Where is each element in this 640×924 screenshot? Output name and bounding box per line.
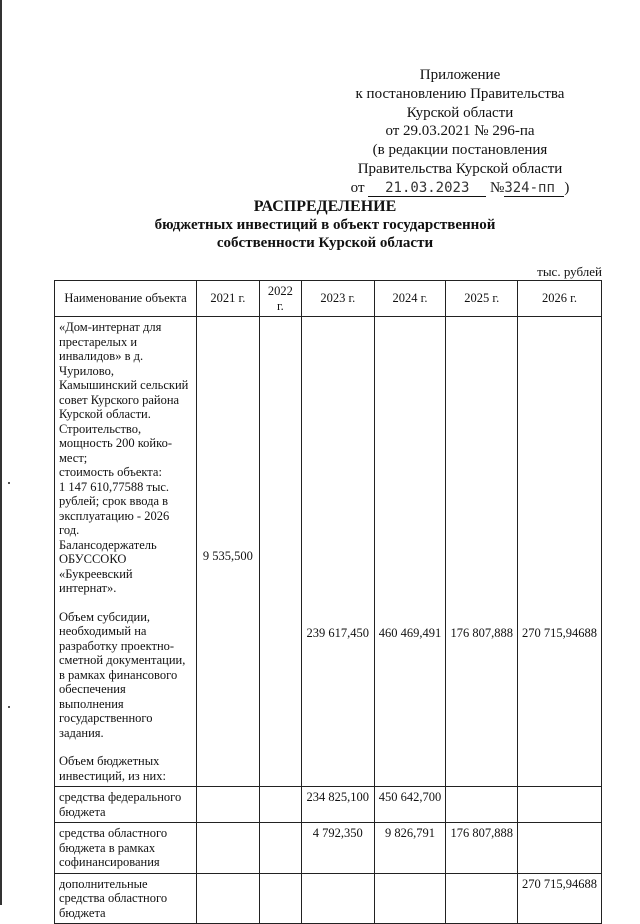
object-holder: Балансодержатель ОБУССОКО «Букреевский интернат». — [59, 537, 157, 595]
cell-2021 — [197, 873, 260, 924]
row-name: средства областного бюджета в рамках софинансирования — [55, 823, 197, 874]
row-name: дополнительные средства областного бюджета — [55, 873, 197, 924]
title-main: РАСПРЕДЕЛЕНИЕ — [253, 198, 397, 215]
cell-2022 — [259, 873, 301, 924]
cell-2026 — [517, 823, 601, 874]
object-row — [55, 317, 602, 787]
from-prefix: от — [350, 179, 365, 196]
title-sub-line: бюджетных инвестиций в объект государственной — [154, 217, 496, 233]
cell-2021 — [197, 787, 260, 823]
header-2021: 2021 г. — [197, 281, 260, 317]
cell-2024 — [374, 873, 446, 924]
scan-dot — [8, 482, 10, 484]
handwritten-number: 324-пп — [504, 180, 564, 197]
budget-table — [54, 280, 602, 924]
appendix-line: к постановлению Правительства — [355, 85, 565, 102]
appendix-line: Приложение — [419, 67, 501, 83]
header-2024: 2024 г. — [374, 281, 446, 317]
object-description: «Дом-интернат для престарелых и инвалидов» в д. Чурилово, Камышинский сельский совет Курского района Курской области. Строительство, мощность 200 койко-мест; — [59, 320, 189, 465]
cell-2023 — [302, 873, 375, 924]
cell-2024: 450 642,700 — [374, 787, 446, 823]
table-row — [55, 823, 602, 874]
cell-2025 — [446, 873, 518, 924]
appendix-block — [340, 66, 580, 198]
scan-edge — [0, 0, 2, 905]
object-cost-value: 1 147 610,77588 тыс. рублей; срок ввода в эксплуатацию - 2026 год. — [59, 479, 170, 537]
appendix-line: (в редакции постановления — [372, 142, 548, 159]
cell-2024: 9 826,791 — [374, 823, 446, 874]
cell-2026: 270 715,94688 — [517, 873, 601, 924]
row-name: средства федерального бюджета — [55, 787, 197, 823]
header-2023: 2023 г. — [302, 281, 375, 317]
investments-2024: 460 469,491 — [374, 317, 446, 787]
cell-2026 — [517, 787, 601, 823]
object-description-cell — [55, 317, 197, 787]
appendix-line: от 29.03.2021 № 296-па — [385, 123, 535, 140]
close-paren: ) — [564, 179, 570, 196]
appendix-line: Курской области — [406, 104, 514, 121]
investments-2025: 176 807,888 — [446, 317, 518, 787]
table-row — [55, 873, 602, 924]
investments-2023: 239 617,450 — [302, 317, 375, 787]
amendment-date-line — [340, 179, 580, 198]
header-2026: 2026 г. — [517, 281, 601, 317]
header-2022: 2022 г. — [259, 281, 301, 317]
units-label: тыс. рублей — [537, 264, 602, 279]
table-row — [55, 787, 602, 823]
subsidy-label: Объем субсидии, необходимый на разработку проектно-сметной документации, в рамках финансового обеспечения выполнения государственного задания. — [59, 609, 186, 740]
table-header-row — [55, 281, 602, 317]
object-cost-label: стоимость объекта: — [59, 465, 162, 479]
cell-2025: 176 807,888 — [446, 823, 518, 874]
cell-2022 — [259, 823, 301, 874]
cell-2022 — [259, 787, 301, 823]
scan-dot — [8, 706, 10, 708]
investments-2026: 270 715,94688 — [517, 317, 601, 787]
cell-2023: 234 825,100 — [302, 787, 375, 823]
investments-label: Объем бюджетных инвестиций, из них: — [59, 754, 166, 783]
document-title — [60, 198, 590, 252]
cell-2023: 4 792,350 — [302, 823, 375, 874]
cell-2025 — [446, 787, 518, 823]
cell-2021 — [197, 823, 260, 874]
cell-empty — [259, 317, 301, 787]
header-2025: 2025 г. — [446, 281, 518, 317]
number-prefix: № — [490, 179, 505, 196]
title-sub-line: собственности Курской области — [216, 235, 434, 251]
appendix-line: Правительства Курской области — [357, 160, 563, 177]
handwritten-date: 21.03.2023 — [368, 180, 486, 197]
header-object-name: Наименование объекта — [55, 281, 197, 317]
subsidy-2021: 9 535,500 — [197, 317, 260, 787]
